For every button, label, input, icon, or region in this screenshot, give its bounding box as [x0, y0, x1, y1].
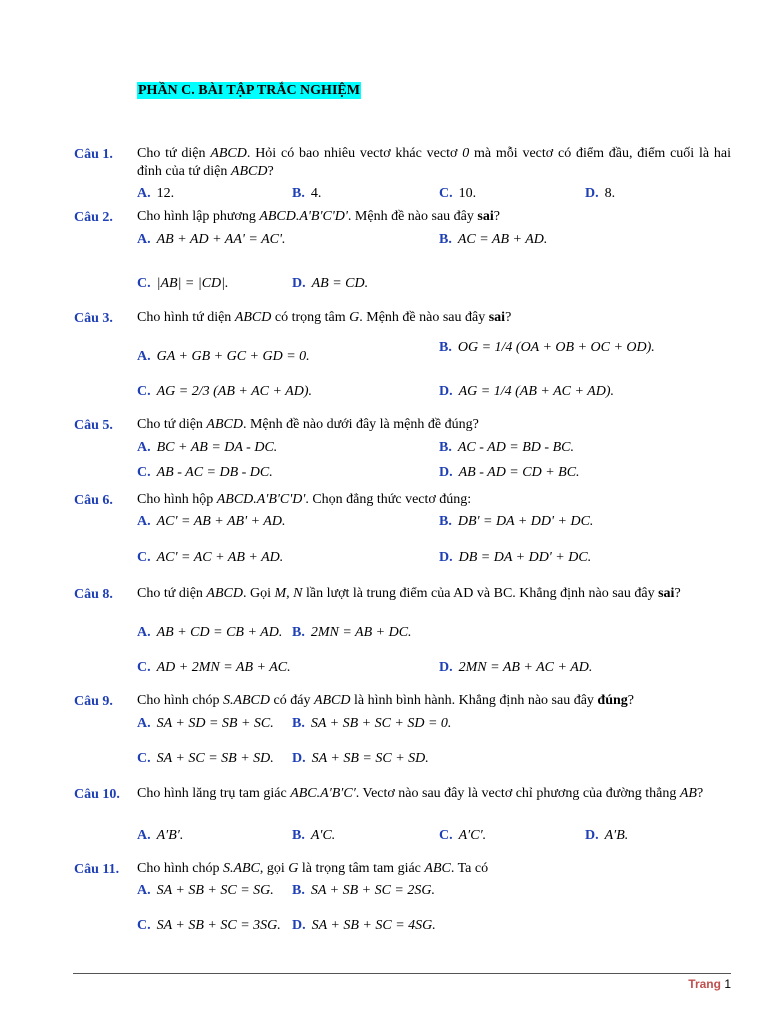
option-c[interactable]: C. |AB| = |CD|.	[137, 276, 229, 291]
question-number: Câu 2.	[74, 210, 113, 225]
option-c[interactable]: C. SA + SB + SC = 3SG.	[137, 918, 281, 933]
option-b[interactable]: B. SA + SB + SC + SD = 0.	[292, 716, 452, 731]
question-number: Câu 8.	[74, 587, 113, 602]
option-d[interactable]: D. AB = CD.	[292, 276, 369, 291]
page-footer	[688, 977, 731, 991]
question-number: Câu 1.	[74, 147, 113, 162]
option-a[interactable]: A. A′B′.	[137, 828, 184, 843]
option-c[interactable]: C. 10.	[439, 186, 477, 201]
footer-label: Trang	[688, 977, 721, 991]
option-c[interactable]: C. AB - AC = DB - DC.	[137, 465, 273, 480]
option-c[interactable]: C. A′C′.	[439, 828, 487, 843]
question-stem: Cho hình tứ diện ABCD có trọng tâm G. Mệnh đề nào sau đây sai?	[137, 310, 512, 325]
option-b[interactable]: B. AC = AB + AD.	[439, 232, 548, 247]
option-c[interactable]: C. AC' = AC + AB + AD.	[137, 550, 284, 565]
option-c[interactable]: C. SA + SC = SB + SD.	[137, 751, 274, 766]
option-b[interactable]: B. A′C.	[292, 828, 336, 843]
option-d[interactable]: D. SA + SB + SC = 4SG.	[292, 918, 436, 933]
option-a[interactable]: A. BC + AB = DA - DC.	[137, 440, 278, 455]
question-number: Câu 5.	[74, 418, 113, 433]
option-b[interactable]: B. DB' = DA + DD' + DC.	[439, 514, 594, 529]
question-stem: Cho hình lập phương ABCD.A'B'C'D'. Mệnh đề nào sau đây sai?	[137, 209, 500, 224]
question-number: Câu 10.	[74, 787, 120, 802]
question-stem: Cho tứ diện ABCD. Gọi M, N lần lượt là trung điểm của AD và BC. Khẳng định nào sau đây sai?	[137, 586, 681, 601]
section-title: PHẦN C. BÀI TẬP TRẮC NGHIỆM	[138, 83, 360, 98]
option-d[interactable]: D. DB = DA + DD' + DC.	[439, 550, 592, 565]
option-b[interactable]: B. 2MN = AB + DC.	[292, 625, 412, 640]
option-a[interactable]: A. 12.	[137, 186, 175, 201]
option-b[interactable]: B. OG = 1/4 (OA + OB + OC + OD).	[439, 340, 655, 355]
option-d[interactable]: D. AG = 1/4 (AB + AC + AD).	[439, 384, 614, 399]
question-number: Câu 6.	[74, 493, 113, 508]
question-stem: Cho hình chóp S.ABCD có đáy ABCD là hình bình hành. Khẳng định nào sau đây đúng?	[137, 693, 634, 708]
option-b[interactable]: B. AC - AD = BD - BC.	[439, 440, 574, 455]
option-d[interactable]: D. 8.	[585, 186, 616, 201]
option-b[interactable]: B. SA + SB + SC = 2SG.	[292, 883, 435, 898]
question-number: Câu 9.	[74, 694, 113, 709]
question-number: Câu 11.	[74, 862, 120, 877]
option-a[interactable]: A. AB + AD + AA' = AC'.	[137, 232, 286, 247]
option-c[interactable]: C. AG = 2/3 (AB + AC + AD).	[137, 384, 312, 399]
question-stem: Cho hình hộp ABCD.A'B'C'D'. Chọn đẳng thức vectơ đúng:	[137, 492, 472, 507]
question-stem: Cho hình lăng trụ tam giác ABC.A′B′C′. Vectơ nào sau đây là vectơ chỉ phương của đường thẳng AB?	[137, 786, 704, 801]
option-d[interactable]: D. 2MN = AB + AC + AD.	[439, 660, 593, 675]
page-number: 1	[724, 977, 731, 991]
footer-divider	[73, 973, 731, 974]
option-d[interactable]: D. A′B.	[585, 828, 629, 843]
question-stem: Cho tứ diện ABCD. Mệnh đề nào dưới đây là mệnh đề đúng?	[137, 417, 479, 432]
option-d[interactable]: D. AB - AD = CD + BC.	[439, 465, 580, 480]
option-d[interactable]: D. SA + SB = SC + SD.	[292, 751, 429, 766]
question-stem: Cho hình chóp S.ABC, gọi G là trọng tâm tam giác ABC. Ta có	[137, 861, 489, 876]
option-a[interactable]: A. SA + SD = SB + SC.	[137, 716, 274, 731]
option-c[interactable]: C. AD + 2MN = AB + AC.	[137, 660, 291, 675]
option-a[interactable]: A. GA + GB + GC + GD = 0.	[137, 349, 310, 364]
option-a[interactable]: A. SA + SB + SC = SG.	[137, 883, 274, 898]
option-a[interactable]: A. AC' = AB + AB' + AD.	[137, 514, 286, 529]
option-a[interactable]: A. AB + CD = CB + AD.	[137, 625, 283, 640]
question-number: Câu 3.	[74, 311, 113, 326]
question-stem: Cho tứ diện ABCD. Hỏi có bao nhiêu vectơ khác vectơ 0 mà mỗi vectơ có điểm đầu, điểm cuối là hai đỉnh của tứ diện ABCD?	[137, 146, 732, 179]
option-b[interactable]: B. 4.	[292, 186, 322, 201]
